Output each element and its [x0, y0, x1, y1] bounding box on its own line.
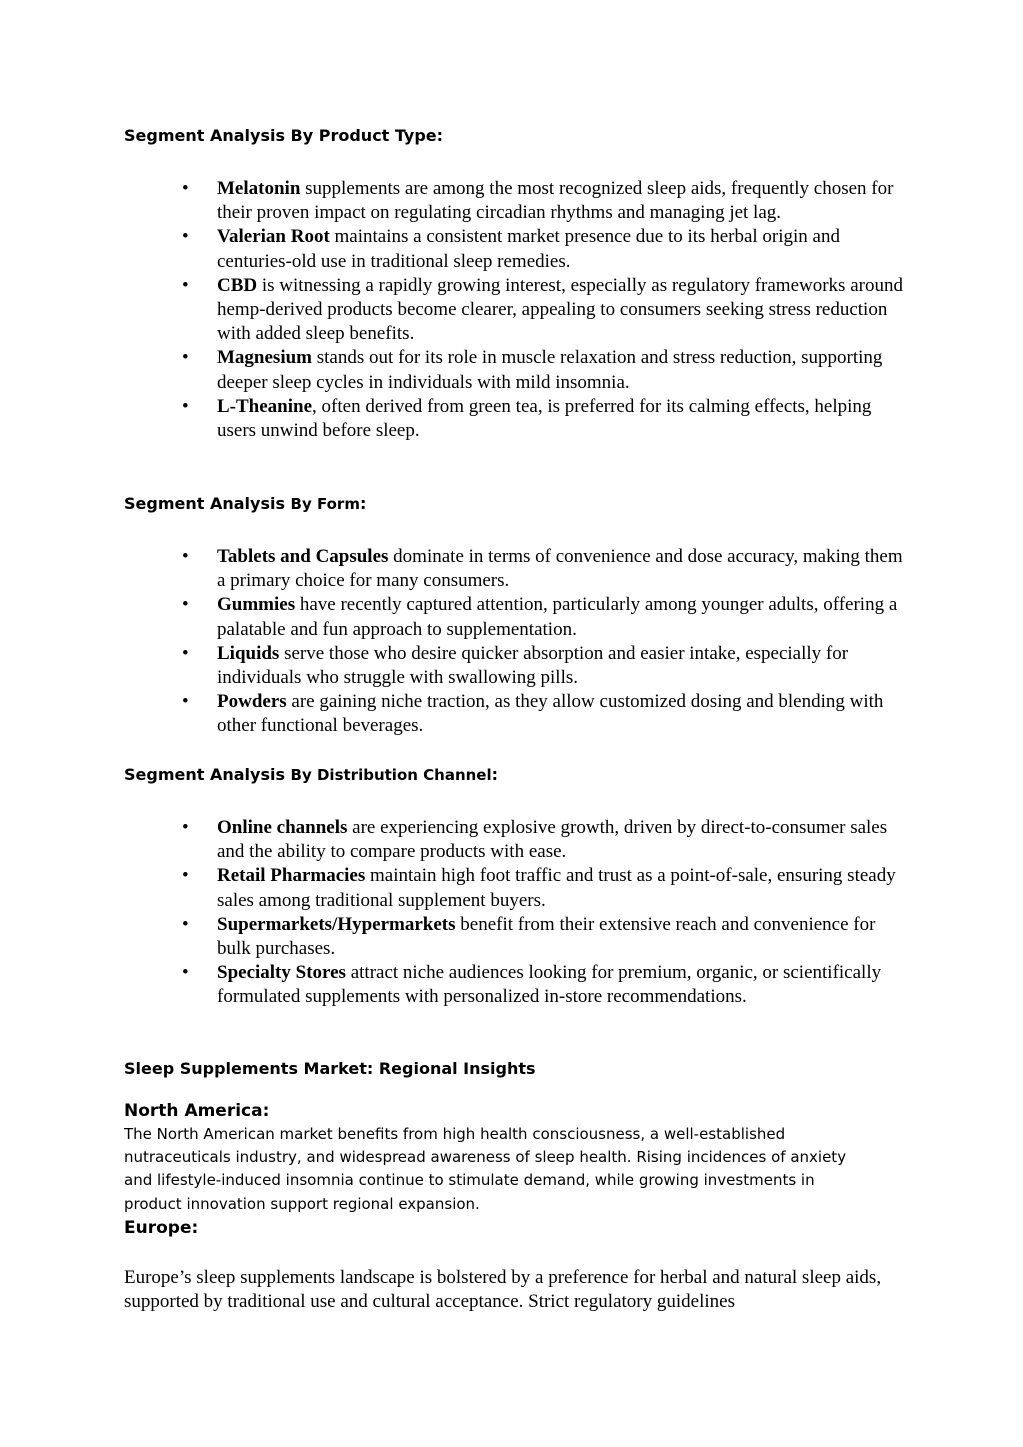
list-item [182, 642, 906, 690]
term: Gummies [217, 594, 296, 616]
description: is witnessing a rapidly growing interest, especially as regulatory frameworks around hemp-derived products become clearer, appealing to consumers seeking stress reduction with added sleep benefits. [217, 274, 903, 345]
list-item [182, 545, 906, 593]
term: Supermarkets/Hypermarkets [217, 913, 456, 935]
list-item [182, 593, 906, 641]
description: are experiencing explosive growth, driven by direct-to-consumer sales and the ability to compare products with ease. [217, 817, 888, 863]
term: Melatonin [217, 178, 301, 199]
term: L-Theanine [217, 395, 313, 417]
heading-colon: : [359, 494, 367, 513]
term: Powders [217, 691, 287, 713]
description: serve those who desire quicker absorption and easier intake, especially for individuals who struggle with swallowing pills. [217, 642, 849, 689]
term: Retail Pharmacies [217, 865, 366, 887]
list-item [182, 225, 906, 273]
list-item [182, 274, 906, 347]
term: Online channels [217, 817, 348, 838]
region-title-europe: Europe: [124, 1218, 199, 1238]
term: Specialty Stores [217, 962, 346, 984]
term: CBD [217, 274, 258, 296]
list-item [182, 346, 906, 394]
description: maintain high foot traffic and trust as a point-of-sale, ensuring steady sales among traditional supplement buyers. [217, 865, 896, 911]
term: Tablets and Capsules [217, 546, 389, 567]
list-item [182, 961, 906, 1009]
term: Liquids [217, 642, 280, 664]
description: benefit from their extensive reach and convenience for bulk purchases. [217, 913, 876, 960]
list-item [182, 864, 906, 912]
description: maintains a consistent market presence due to its herbal origin and centuries-old use in traditional sleep remedies. [217, 226, 840, 272]
heading-main: Segment Analysis [124, 494, 291, 513]
heading-colon: : [491, 765, 499, 784]
list-item [182, 690, 906, 738]
term: Magnesium [217, 347, 312, 369]
heading-distribution [124, 765, 498, 785]
heading-product-type: Segment Analysis By Product Type: [124, 126, 444, 145]
list-item [182, 395, 906, 443]
distribution-list [182, 816, 906, 1010]
heading-qualifier: By Form [290, 495, 360, 513]
heading-main: Segment Analysis [124, 765, 291, 784]
description: supplements are among the most recognized sleep aids, frequently chosen for their proven impact on regulating circadian rhythms and managing jet lag. [217, 178, 894, 224]
form-list [182, 545, 906, 739]
heading-regional-insights: Sleep Supplements Market: Regional Insights [124, 1059, 536, 1078]
heading-qualifier: By Distribution Channel [290, 766, 492, 784]
description: have recently captured attention, particularly among younger adults, offering a palatable and fun approach to supplementation. [217, 594, 898, 640]
heading-form [124, 494, 366, 514]
term: Valerian Root [217, 226, 330, 248]
description: , often derived from green tea, is preferred for its calming effects, helping users unwind before sleep. [217, 395, 872, 442]
description: attract niche audiences looking for premium, organic, or scientifically formulated supplements with personalized in-store recommendations. [217, 962, 882, 1008]
description: stands out for its role in muscle relaxation and stress reduction, supporting deeper sleep cycles in individuals with mild insomnia. [217, 347, 883, 393]
region-text-europe: Europe’s sleep supplements landscape is bolstered by a preference for herbal and natural sleep aids, supported by traditional use and cultural acceptance. Strict regulatory guidelines [124, 1267, 882, 1313]
description: are gaining niche traction, as they allow customized dosing and blending with other functional beverages. [217, 691, 884, 737]
region-text-north-america: The North American market benefits from high health consciousness, a well-established nutraceuticals industry, and widespread awareness of sleep health. Rising incidences of anxiety and lifestyle-induced insomnia continue to stimulate demand, while growing investments in product innovation support regional expansion. [124, 1125, 847, 1213]
list-item [182, 177, 906, 225]
product-type-list [182, 177, 906, 443]
region-title-north-america: North America: [124, 1101, 270, 1121]
list-item [182, 913, 906, 961]
description: dominate in terms of convenience and dose accuracy, making them a primary choice for many consumers. [217, 546, 903, 592]
list-item [182, 816, 906, 864]
